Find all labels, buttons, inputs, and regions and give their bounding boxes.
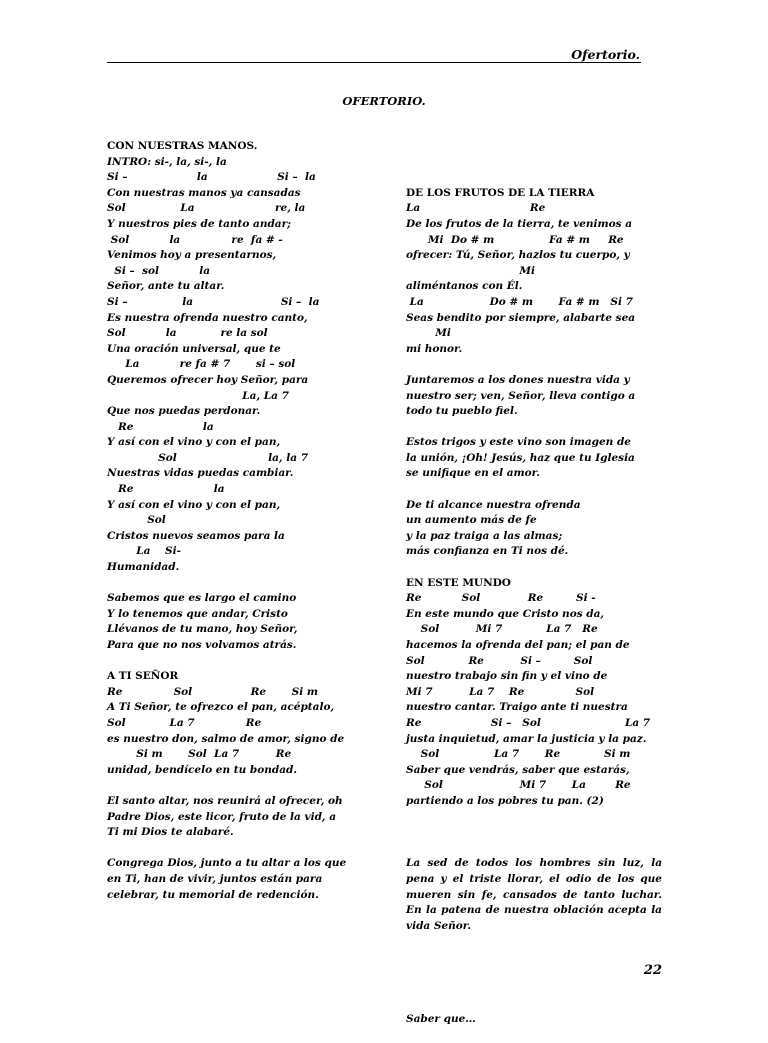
lyric-line: Con nuestras manos ya cansadas: [107, 186, 301, 199]
lyric-line: Sabemos que es largo el camino: [107, 592, 297, 605]
chord-line: La Do # m Fa # m Si 7: [406, 295, 633, 308]
blank-line: [107, 576, 347, 592]
chord-line: Sol Re Si – Sol: [406, 654, 593, 667]
chord-line: Re Si – Sol La 7: [406, 716, 651, 729]
lyric-line: Que nos puedas perdonar.: [107, 405, 261, 418]
lyric-line: mi honor.: [406, 342, 463, 355]
blank-line: [406, 357, 662, 373]
lyric-line: A Ti Señor, te ofrezco el pan, acéptalo,: [107, 701, 335, 714]
chord-line: Si m Sol La 7 Re: [107, 748, 292, 761]
chord-line: Sol La 7 Re Si m: [406, 748, 631, 761]
header-rule: [107, 62, 641, 63]
lyric-line: se unifique en el amor.: [406, 467, 540, 480]
blank-line: [107, 841, 347, 857]
chord-line: Sol La 7 Re: [107, 716, 262, 729]
lyric-line: Humanidad.: [107, 561, 180, 574]
lyric-line: nuestro cantar. Traigo ante ti nuestra: [406, 701, 628, 714]
lyric-line: ofrecer: Tú, Señor, hazlos tu cuerpo, y: [406, 249, 630, 262]
lyric-line: Y así con el vino y con el pan,: [107, 498, 281, 511]
chord-line: Re Sol Re Si m: [107, 685, 318, 698]
lyric-line: Y lo tenemos que andar, Cristo: [107, 607, 288, 620]
chord-line: Si – la Si – la: [107, 295, 320, 308]
chord-line: Si – sol la: [107, 264, 211, 277]
chord-line: Re la: [107, 420, 214, 433]
lyric-line: celebrar, tu memorial de redención.: [107, 888, 319, 901]
page-title: OFERTORIO.: [342, 94, 426, 108]
lyric-line: INTRO: si-, la, si-, la: [107, 155, 227, 168]
lyric-line: Señor, ante tu altar.: [107, 280, 225, 293]
lyric-line: justa inquietud, amar la justicia y la paz.: [406, 732, 647, 745]
blank-line: [107, 654, 347, 670]
lyric-line: Congrega Dios, junto a tu altar a los que: [107, 857, 347, 870]
chord-line: Sol Mi 7 La 7 Re: [406, 623, 598, 636]
chord-line: Sol la re la sol: [107, 327, 268, 340]
blank-line: [406, 482, 662, 498]
lyric-line: unidad, bendícelo en tu bondad.: [107, 763, 297, 776]
lyric-line: Es nuestra ofrenda nuestro canto,: [107, 311, 308, 324]
lyric-line: más confianza en Ti nos dé.: [406, 545, 569, 558]
lyric-line: Estos trigos y este vino son imagen de: [406, 436, 631, 449]
lyric-line: y la paz traiga a las almas;: [406, 529, 563, 542]
lyric-line: todo tu pueblo fiel.: [406, 405, 518, 418]
lyric-line: Venimos hoy a presentarnos,: [107, 249, 277, 262]
lyric-line: Queremos ofrecer hoy Señor, para: [107, 373, 309, 386]
right-column: [406, 139, 662, 1043]
lyric-line: nuestro trabajo sin fin y el vino de: [406, 670, 608, 683]
chord-line: Sol la, la 7: [107, 451, 308, 464]
lyric-line: El santo altar, nos reunirá al ofrecer, oh: [107, 794, 343, 807]
chord-line: Mi Do # m Fa # m Re: [406, 233, 624, 246]
chord-line: Mi: [406, 264, 535, 277]
song-title: CON NUESTRAS MANOS.: [107, 140, 258, 152]
lyric-line: Nuestras vidas puedas cambiar.: [107, 467, 294, 480]
song-title: A TI SEÑOR: [107, 670, 179, 683]
lyric-line: Padre Dios, este licor, fruto de la vid, a: [107, 810, 337, 823]
lyric-line: Saber que vendrás, saber que estarás,: [406, 763, 630, 776]
blank-line: [406, 560, 662, 576]
chord-line: La Si-: [107, 545, 181, 558]
lyric-line: partiendo a los pobres tu pan. (2): [406, 794, 604, 807]
paragraph-la-sed: La sed de todos los hombres sin luz, la pena y el triste llorar, el odio de los que mueren sin fe, cansados de tanto luchar. En la patena de nuestra oblación acepta la vida Señor.: [406, 857, 662, 932]
lyric-line: De ti alcance nuestra ofrenda: [406, 498, 581, 511]
lyric-line: Y nuestros pies de tanto andar;: [107, 217, 292, 230]
chord-line: La re fa # 7 si – sol: [107, 358, 296, 371]
blank-line: [406, 965, 662, 981]
lyric-line: De los frutos de la tierra, te venimos a: [406, 217, 633, 230]
lyric-line: hacemos la ofrenda del pan; el pan de: [406, 639, 630, 651]
blank-line: [406, 810, 662, 826]
lyric-line: En este mundo que Cristo nos da,: [406, 607, 605, 620]
lyric-line: Ti mi Dios te alabaré.: [107, 826, 234, 839]
chord-line: La, La 7: [107, 389, 289, 402]
chord-line: La Re: [406, 202, 546, 215]
closing-line: Saber que…: [406, 1013, 476, 1026]
chord-line: Re la: [107, 483, 225, 496]
chord-line: Sol: [107, 514, 166, 527]
lyric-line: Juntaremos a los dones nuestra vida y: [406, 373, 630, 386]
lyric-line: aliméntanos con Él.: [406, 280, 523, 293]
lyric-line: nuestro ser; ven, Señor, lleva contigo a: [406, 389, 636, 402]
lyric-line: Para que no nos volvamos atrás.: [107, 639, 297, 651]
right-column-lines: [406, 170, 662, 825]
chord-line: Sol la re fa # -: [107, 233, 283, 246]
lyric-line: Seas bendito por siempre, alabarte sea: [406, 311, 636, 324]
lyric-line: la unión, ¡Oh! Jesús, haz que tu Iglesia: [406, 451, 635, 464]
lyric-line: es nuestro don, salmo de amor, signo de: [107, 732, 345, 745]
chord-line: Mi: [406, 327, 451, 340]
chord-line: Re Sol Re Si -: [406, 592, 596, 605]
lyric-line: Una oración universal, que te: [107, 342, 281, 355]
song-title: DE LOS FRUTOS DE LA TIERRA: [406, 186, 595, 199]
lyric-line: Cristos nuevos seamos para la: [107, 529, 285, 542]
lyric-line: un aumento más de fe: [406, 514, 537, 527]
blank-line: [406, 170, 662, 186]
left-column: [107, 139, 347, 903]
song-title: EN ESTE MUNDO: [406, 576, 511, 589]
running-header-title: Ofertorio.: [571, 47, 640, 62]
lyric-line: en Ti, han de vivir, juntos están para: [107, 872, 323, 885]
page-number: 22: [643, 963, 662, 978]
lyric-line: Llévanos de tu mano, hoy Señor,: [107, 623, 298, 636]
chord-line: Sol La re, la: [107, 202, 306, 215]
chord-line: Sol Mi 7 La Re: [406, 779, 631, 792]
chord-line: Mi 7 La 7 Re Sol: [406, 685, 595, 698]
blank-line: [406, 420, 662, 436]
lyric-line: Y así con el vino y con el pan,: [107, 436, 281, 449]
chord-line: Si – la Si – la: [107, 171, 316, 184]
blank-line: [107, 778, 347, 794]
